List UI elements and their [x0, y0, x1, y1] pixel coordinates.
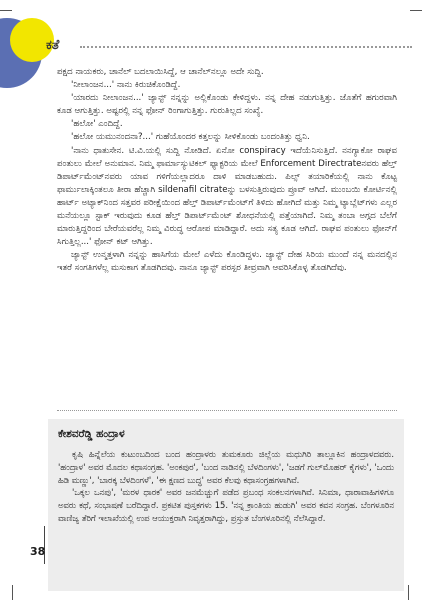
- story-paragraph: 'ನಾನು ಧಾತುಸೇನ. ಟಿ.ವಿ.ಯಲ್ಲಿ ಸುದ್ದಿ ನೋಡಿದೆ. ಏನೋ conspiracy ಇದೆಯೆನಿಸುತ್ತಿದೆ. ನನಗ್ಯಾಕೋ ರಾಘವ ಪಂತುಲು ಮೇಲೆ ಅನುಮಾನ. ನಿಮ್ಮ ಫಾರ್ಮಾಸ್ಯುಟಿಕಲ್ ಫ್ಯಾಕ್ಟರಿಯ ಮೇಲೆ Enforcement Directrateನವರು ಹೆಲ್ತ್ ಡಿಪಾರ್ಟ್‌ಮೆಂಟ್‌ನವರು ಯಾವ ಗಳಿಗೆಯಲ್ಲಾದರೂ ದಾಳಿ ಮಾಡಬಹುದು. ಪಿಲ್ಸ್ ತಯಾರಿಕೆಯಲ್ಲಿ ನಾನು ಕೊಟ್ಟ ಫಾರ್ಮುಲಾಕ್ಕಿಂತಲೂ ತೀರಾ ಹೆಚ್ಚಾಗಿ sildenafil citrateನ್ನು ಬಳಸುತ್ತಿರುವುದು ಪ್ರೂವ್ ಆಗಿದೆ. ಮುಂಬಯಿ ಕೋರ್ಟಿನಲ್ಲಿ ಹಾರ್ಟ್ ಅಟ್ಯಾಕ್‌ನಿಂದ ಸತ್ತವರ ಪರೀಕ್ಷೆಯಿಂದ ಹೆಲ್ತ್ ಡಿಪಾರ್ಟ್‌ಮೆಂಟ್‌ಗೆ ತಿಳಿದು ಹೋಗಿದೆ ಮತ್ತು ನಿಮ್ಮ ಟ್ಯಾಬ್ಲೆಟ್‌ಗಳು ಎಲ್ಲರ ಮನೆಯಲ್ಲೂ ಸ್ಟಾಕ್ ಇರುವುದು ಕೂಡ ಹೆಲ್ತ್ ಡಿಪಾರ್ಟ್‌ಮೆಂಟ್ ಶೋಧನೆಯಲ್ಲಿ ಪತ್ತೆಯಾಗಿದೆ. ನಿಮ್ಮ ತಂಬಾ ಅಗ್ಗದ ಬೆಲೆಗೆ ಮಾರುತ್ತಿದ್ದರಿಂದ ಬೇರೆಯವರೆಲ್ಲ ನಿಮ್ಮ ವಿರುದ್ಧ ಆರೋಪ ಮಾಡಿದ್ದಾರೆ. ಅದು ಸತ್ಯ ಕೂಡ ಆಗಿದೆ. ರಾಘವ ಪಂತುಲು ಫೋನ್‌ಗೆ ಸಿಗುತ್ತಿಲ್ಲ...' ಫೋನ್ ಕಟ್ ಆಗಿತ್ತು.: [57, 145, 397, 248]
- bio-paragraph: 'ಒಕ್ಕಲ ಒನಪು', 'ಮರಳ ಧಾರಕ' ಅವರ ಜನಮೆಚ್ಚುಗೆ ಪಡೆದ ಪ್ರಬಂಧ ಸಂಕಲನಗಳಾಗಿವೆ. ಸಿನಿಮಾ, ಧಾರಾವಾಹಿಗಳಿಗೂ ಅವರು ಕಥೆ, ಸಂಭಾಷಣೆ ಬರೆದಿದ್ದಾರೆ. ಪ್ರಕಟಿತ ಪುಸ್ತಕಗಳು 15. 'ನನ್ನ ಕ್ರಾಂತಿಯ ಹುಡುಗಿ' ಅವರ ಕವನ ಸಂಗ್ರಹ. ಬೆಂಗಳೂರಿನ ವಾಣಿಜ್ಯ ತೆರಿಗೆ ಇಲಾಖೆಯಲ್ಲಿ ಉಪ ಆಯುಕ್ತರಾಗಿ ನಿವೃತ್ತರಾಗಿದ್ದು, ಪ್ರಸ್ತುತ ಬೆಂಗಳೂರಿನಲ್ಲಿ ನೆಲೆಸಿದ್ದಾರೆ.: [58, 487, 394, 523]
- crop-mark: [12, 585, 13, 600]
- section-divider: [57, 410, 397, 411]
- crop-mark: [408, 585, 409, 600]
- story-body: [57, 66, 397, 276]
- header-dotted-rule: [80, 46, 412, 48]
- crop-mark: [0, 10, 12, 11]
- author-name: ಕೇಶವರೆಡ್ಡಿ ಹಂದ್ರಾಳ: [58, 428, 125, 440]
- story-paragraph: 'ನೀಲಾಂಜನ...' ನಾನು ಕಿರುಚಿಕೊಂಡಿದ್ದೆ.: [71, 80, 181, 91]
- crop-mark: [410, 10, 422, 11]
- author-bio: [58, 448, 394, 525]
- page-number: 38: [30, 545, 46, 558]
- story-paragraph: ಪಕ್ಷದ ನಾಯಕರು, ಚಾನೆಲ್ ಬದಲಾಯಿಸಿದ್ದೆ, ಆ ಚಾನೆಲ್‌ನಲ್ಲೂ ಅದೇ ಸುದ್ದಿ.: [57, 67, 264, 77]
- story-paragraph: 'ಹಲೋ' ಎಂದಿದ್ದೆ.: [71, 119, 123, 130]
- bio-paragraph: ಕೃಷಿ ಹಿನ್ನೆಲೆಯ ಕುಟುಂಬದಿಂದ ಬಂದ ಹಂದ್ರಾಳರು ತುಮಕೂರು ಜಿಲ್ಲೆಯ ಮಧುಗಿರಿ ತಾಲ್ಲೂಕಿನ ಹಂದ್ರಾಳದವರು. 'ಹಂದ್ರಾಳ' ಅವರ ಮೊದಲ ಕಥಾಸಂಗ್ರಹ. 'ಅಂಕಪುರ', 'ಬಂದ ನಾಡಿನಲ್ಲಿ ಬೆಳದಿಂಗಳು', 'ಜಡಗೆ ಗುಲ್‌ಮೊಹರ್ ಕೈಗಳು', 'ಒಂದು ಹಿಡಿ ಮಣ್ಣು', 'ಬಾರಕ್ಕ ಬೆಳದಿಂಗಳೆ', 'ಈ ಕ್ಷಣದ ಬುದ್ಧ' ಅವರ ಕೆಲವು ಕಥಾಸಂಗ್ರಹಗಳಾಗಿವೆ.: [58, 449, 394, 485]
- story-paragraph: 'ಯಾರದು ನೀಲಾಂಜನ...' ಜ್ಯಾನ್ಟ್ ನನ್ನನ್ನು ಅಲ್ಲಿಕೊಂಡು ಕೇಳಿದ್ದಳು. ನನ್ನ ದೇಹ ನಡುಗುತ್ತಿತ್ತು. ಜೊತೆಗೆ ಹಗುರವಾಗಿ ಕೂಡ ಆಗುತ್ತಿತ್ತು. ಅಷ್ಟರಲ್ಲಿ ನನ್ನ ಫೋನ್ ರಿಂಗಾಗುತ್ತಿತ್ತು. ಗುರುತಿಲ್ಲದ ಸಂಖ್ಯೆ.: [57, 93, 397, 117]
- story-paragraph: 'ಹಲೋ ಯಮುನಂದನಾ?...' ಗುಹೆಯೊಂದರ ಕತ್ತಲನ್ನು ಸೀಳಿಕೊಂಡು ಬಂದಂತಿತ್ತು ಧ್ವನಿ.: [71, 132, 310, 143]
- author-bio-box: [48, 419, 404, 591]
- story-paragraph: ಜ್ಯಾನ್ಟ್ ಉನ್ಮತ್ತಳಾಗಿ ನನ್ನನ್ನು ಹಾಸಿಗೆಯ ಮೇಲೆ ಎಳೆದು ಕೊಂಡಿದ್ದಳು. ಜ್ಯಾನ್ಟ್ ದೇಹ ಸಿರಿಯ ಮುಂದೆ ನನ್ನ ಮನದಲ್ಲಿನ ಇತರೆ ಸಂಗತಿಗಳೆಲ್ಲ ಮಸುಕಾಗ ತೊಡಗಿದವು. ನಾನೂ ಜ್ಯಾನ್ಟ್ ಪರಸ್ಪರ ತೀವ್ರವಾಗಿ ಆವರಿಸಿಕೊಳ್ಳ ತೊಡಗಿದೆವು.: [57, 250, 397, 274]
- section-label: ಕತೆ: [46, 38, 60, 53]
